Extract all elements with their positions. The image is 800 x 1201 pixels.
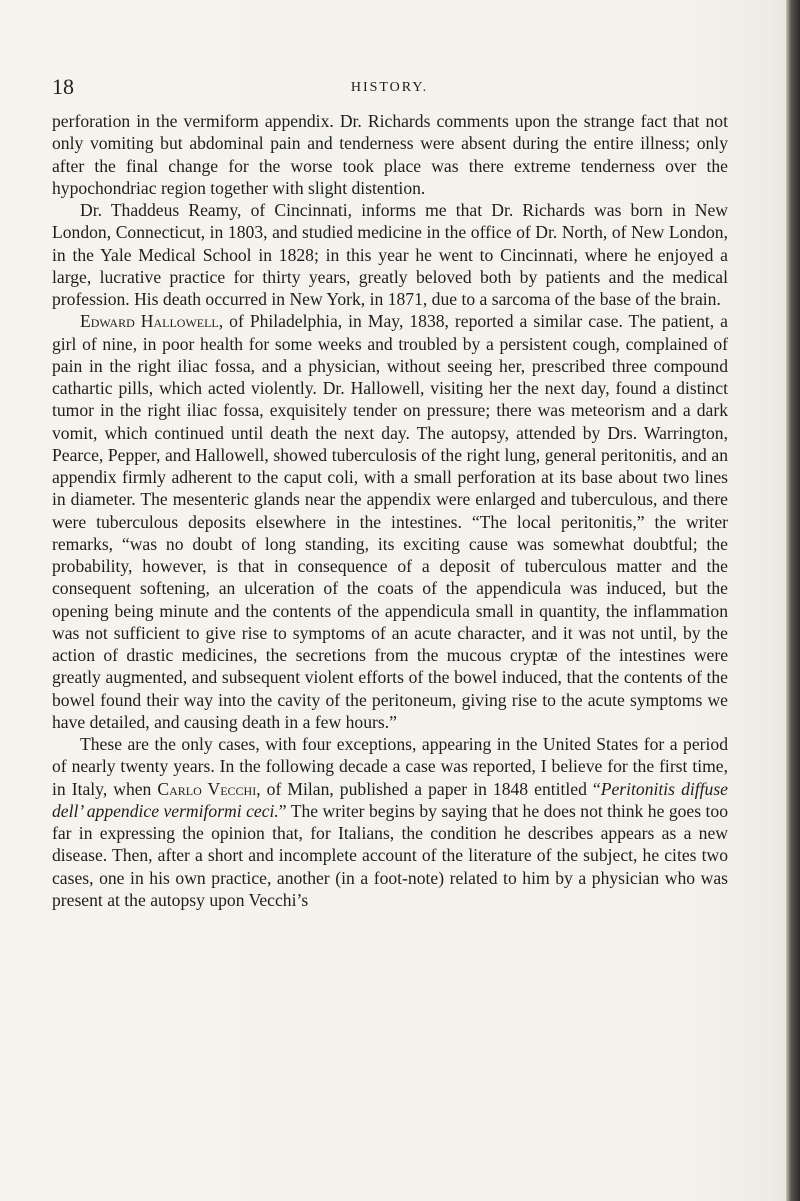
paragraph-4-text-middle: , of Milan, published a paper in 1848 entitled “ bbox=[256, 778, 601, 799]
paragraph-4-text-after: ” The writer begins by saying that he does not think he goes too far in expressing the opinion that, for Italians, the condition he describes appears as a new disease. Then, after a short and incomplete account of the literature of the subject, he cites two cases, one in his own practice, another (in a foot-note) related to him by a physician who was present at the autopsy upon Vecchi’s bbox=[52, 800, 728, 910]
body-text bbox=[52, 110, 728, 911]
paragraph-4 bbox=[52, 733, 728, 911]
author-name-hallowell: Edward Hallowell bbox=[80, 311, 219, 332]
paragraph-2: Dr. Thaddeus Reamy, of Cincinnati, informs me that Dr. Richards was born in New London, Connecticut, in 1803, and studied medicine in the office of Dr. North, of New London, in the Yale Medical School in 1828; in this year he went to Cincinnati, where he enjoyed a large, lucrative practice for thirty years, greatly beloved both by patients and the medical profession. His death occurred in New York, in 1871, due to a sarcoma of the base of the brain. bbox=[52, 200, 728, 309]
paper-title: Peritonitis diffuse dell’ appendice vermiformi ceci. bbox=[52, 778, 728, 821]
author-name-vecchi: Carlo Vecchi bbox=[157, 778, 257, 799]
paragraph-3 bbox=[52, 310, 728, 733]
paragraph-4-text-before: These are the only cases, with four exceptions, appearing in the United States for a period of nearly twenty years. In the following decade a case was reported, I believe for the first time, in Italy, when bbox=[52, 734, 728, 799]
page-edge-shadow bbox=[786, 0, 800, 1201]
page-number: 18 bbox=[52, 74, 74, 99]
paragraph-1: perforation in the vermiform appendix. Dr. Richards comments upon the strange fact that not only vomiting but abdominal pain and tenderness were absent during the entire illness; only after the final change for the worse took place was there extreme tenderness over the hypochondriac region together with slight distention. bbox=[52, 111, 728, 198]
paragraph-3-text: , of Philadelphia, in May, 1838, reported a similar case. The patient, a girl of nine, in poor health for some weeks and troubled by a persistent cough, complained of pain in the right iliac fossa, and a physician, without seeing her, prescribed three compound cathartic pills, which acted violently. Dr. Hallowell, visiting her the next day, found a distinct tumor in the right iliac fossa, exquisitely tender on pressure; there was meteorism and a dark vomit, which continued until death the next day. The autopsy, attended by Drs. Warrington, Pearce, Pepper, and Hallowell, showed tuberculosis of the right lung, general peritonitis, and an appendix firmly adherent to the caput coli, with a small perforation at its base about two lines in diameter. The mesenteric glands near the appendix were enlarged and tuberculous, and there were tuberculous deposits elsewhere in the intestines. “The local peritonitis,” the writer remarks, “was no doubt of long standing, its exciting cause was somewhat doubtful; the probability, however, is that in consequence of a deposit of tuberculous matter and the consequent softening, an ulceration of the coats of the appendicula was induced, but the opening being minute and the contents of the appendicula small in quantity, the inflammation was not sufficient to give rise to symptoms of an acute character, and it was not until, by the action of drastic medicines, the secretions from the mucous cryptæ of the intestines were greatly augmented, and subsequent violent efforts of the bowel induced, that the contents of the bowel found their way into the cavity of the peritoneum, giving rise to the acute symptoms we have detailed, and causing death in a few hours.” bbox=[52, 311, 728, 732]
page-header bbox=[52, 76, 727, 98]
running-head: HISTORY. bbox=[350, 80, 429, 95]
